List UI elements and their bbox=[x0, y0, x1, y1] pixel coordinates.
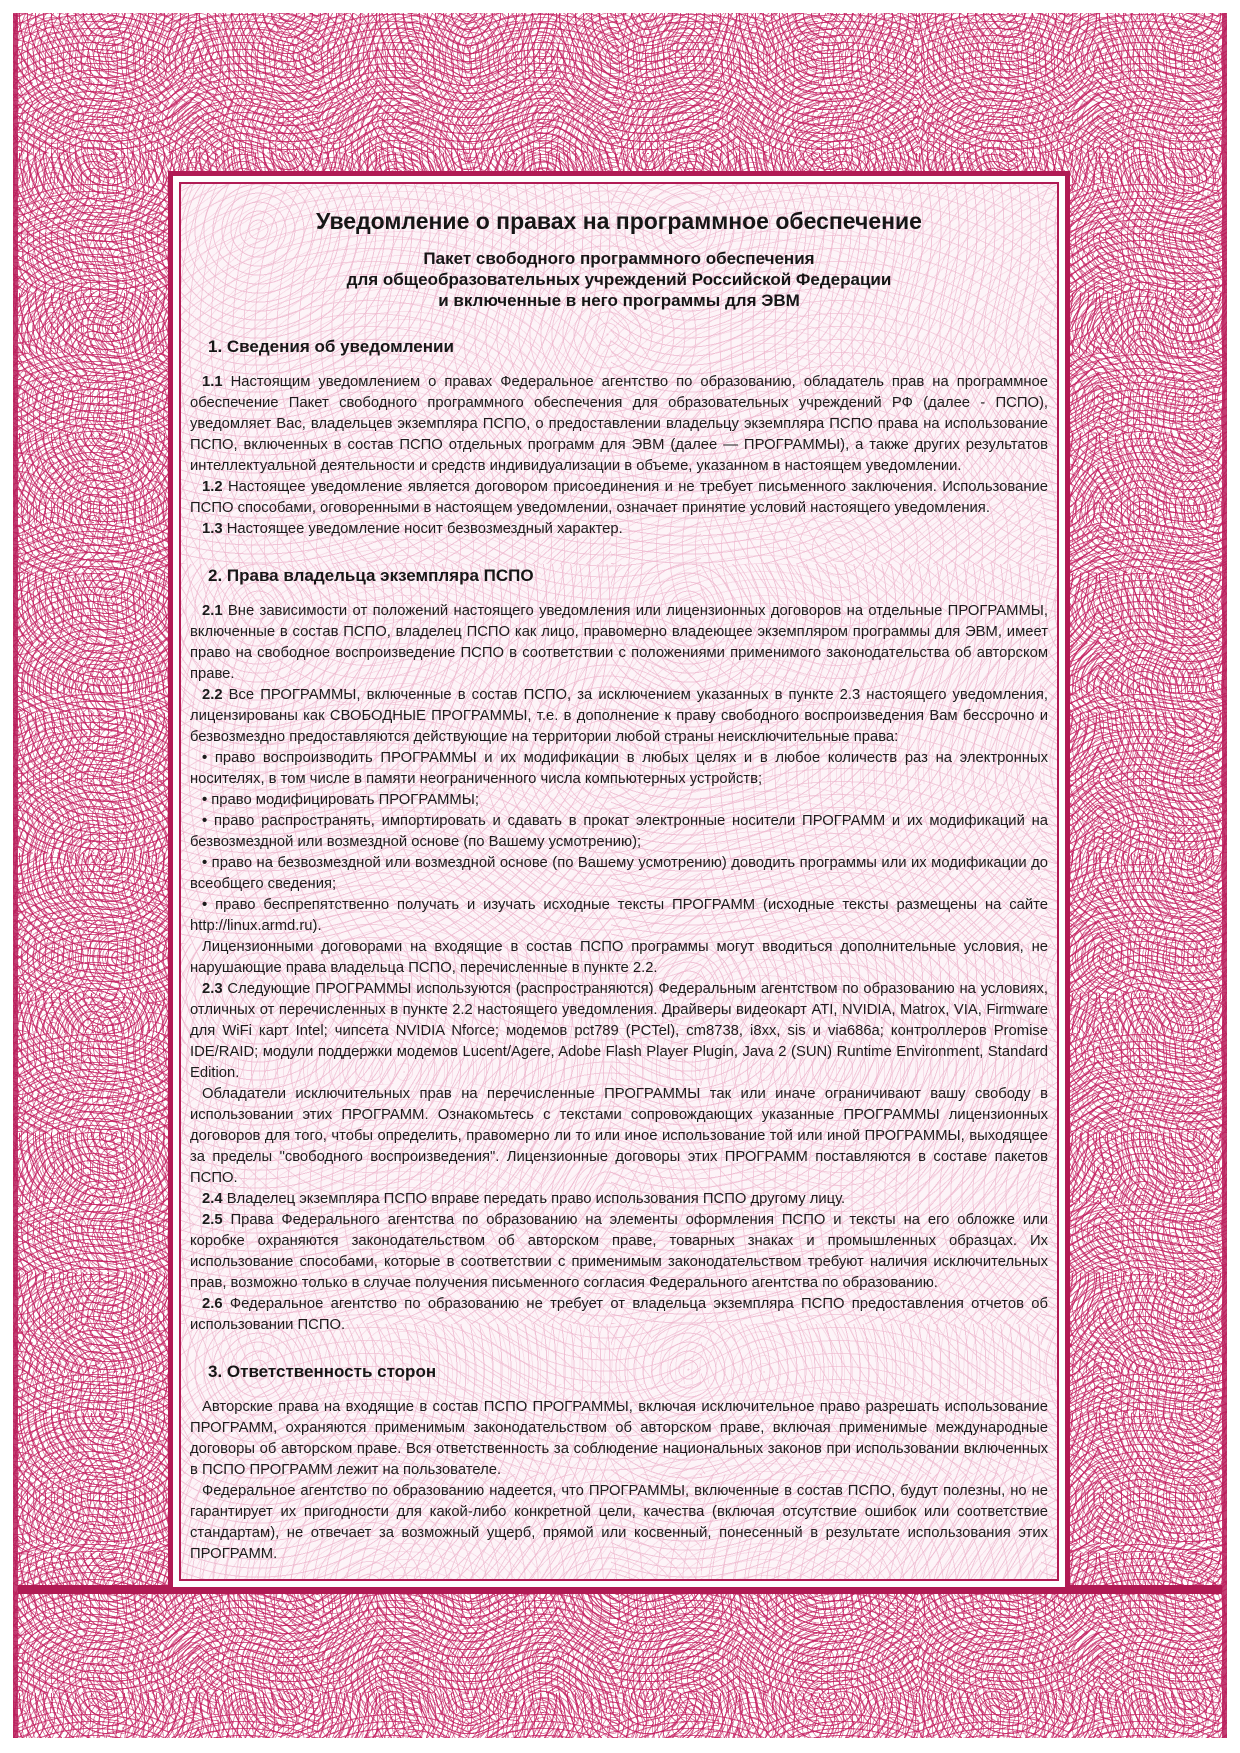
clause-number: 2.4 bbox=[202, 1191, 223, 1207]
clause-text: право модифицировать ПРОГРАММЫ; bbox=[207, 792, 479, 808]
section-heading: 2. Права владельца экземпляра ПСПО bbox=[208, 566, 534, 585]
clause-bullet bbox=[190, 811, 1048, 853]
section-notice-info bbox=[190, 337, 1048, 540]
clause-text: Настоящим уведомлением о правах Федеральное агентство по образованию, обладатель прав на программное обеспечение Пакет свободного программного обеспечения для образовательных учреждений РФ (далее - ПСПО), уведомляет Вас, владельцев экземпляра ПСПО, о предоставлении владельцу экземпляра ПСПО права на использование ПСПО, включенных в состав ПСПО отдельных программ для ЭВМ (далее — ПРОГРАММЫ), а также других результатов интеллектуальной деятельности и средств индивидуализации в объеме, указанном в настоящем уведомлении. bbox=[190, 374, 1048, 474]
subtitle-line: для общеобразовательных учреждений Российской Федерации bbox=[346, 270, 892, 289]
clause-bullet bbox=[190, 748, 1048, 790]
clause-text: Вне зависимости от положений настоящего уведомления или лицензионных договоров на отдельные ПРОГРАММЫ, включенные в состав ПСПО, владелец ПСПО как лицо, правомерно владеющее экземпляром программы для ЭВМ, имеет право на свободное воспроизведение ПСПО в соответствии с положениями применимого законодательства об авторском праве. bbox=[190, 603, 1048, 682]
clause bbox=[190, 601, 1048, 685]
clause-text: Настоящее уведомление является договором присоединения и не требует письменного заключения. Использование ПСПО способами, оговоренными в настоящем уведомлении, означает принятие условий настоящего уведомления. bbox=[190, 479, 1048, 516]
bullet-marker: • bbox=[202, 897, 208, 913]
clause-text: Лицензионными договорами на входящие в состав ПСПО программы могут вводиться дополнительные условия, не нарушающие права владельца ПСПО, перечисленные в пункте 2.2. bbox=[190, 939, 1048, 976]
clause bbox=[190, 1481, 1048, 1565]
section-heading: 3. Ответственность сторон bbox=[208, 1362, 437, 1381]
clause-text: Настоящее уведомление носит безвозмездный характер. bbox=[222, 521, 623, 537]
clause-number: 1.1 bbox=[202, 374, 223, 390]
subtitle-line: и включенные в него программы для ЭВМ bbox=[438, 291, 800, 310]
clause-text: Все ПРОГРАММЫ, включенные в состав ПСПО, за исключением указанных в пункте 2.3 настоящего уведомления, лицензированы как СВОБОДНЫЕ ПРОГРАММЫ, т.е. в дополнение к праву свободного воспроизведения Вам бессрочно и безвозмездно предоставляются действующие на территории любой страны неисключительные права: bbox=[190, 687, 1048, 745]
clause-text: право беспрепятственно получать и изучать исходные тексты ПРОГРАММ (исходные тексты размещены на сайте http://linux.armd.ru). bbox=[190, 897, 1048, 934]
clause-text: право воспроизводить ПРОГРАММЫ и их модификации в любых целях и в любое количеств раз на электронных носителях, в том числе в памяти неограниченного числа компьютерных устройств; bbox=[190, 750, 1048, 787]
clause bbox=[190, 372, 1048, 477]
clause-text: право на безвозмездной или возмездной основе (по Вашему усмотрению) доводить программы или их модификации до всеобщего сведения; bbox=[190, 855, 1048, 892]
section-liability bbox=[190, 1362, 1048, 1565]
document-title: Уведомление о правах на программное обеспечение bbox=[316, 208, 922, 234]
clause-number: 1.2 bbox=[202, 479, 223, 495]
clause bbox=[190, 685, 1048, 748]
clause-number: 2.2 bbox=[202, 687, 223, 703]
clause-bullet bbox=[190, 895, 1048, 937]
subtitle-line: Пакет свободного программного обеспечения bbox=[423, 249, 815, 268]
clause-text: Федеральное агентство по образованию надеется, что ПРОГРАММЫ, включенные в состав ПСПО, будут полезны, но не гарантирует их пригодности для какой-либо конкретной цели, качества (включая отсутствие ошибок или соответствие стандартам), не отвечает за возможный ущерб, прямой или косвенный, понесенный в результате использования этих ПРОГРАММ. bbox=[190, 1483, 1048, 1562]
clause-text: право распространять, импортировать и сдавать в прокат электронные носители ПРОГРАММ и их модификаций на безвозмездной или возмездной основе (по Вашему усмотрению); bbox=[190, 813, 1048, 850]
clause-text: Следующие ПРОГРАММЫ используются (распространяются) Федеральным агентством по образованию на условиях, отличных от перечисленных в пункте 2.2 настоящего уведомления. Драйверы видеокарт ATI, NVIDIA, Matrox, VIA, Firmware для WiFi карт Intel; чипсета NVIDIA Nforce; модемов pct789 (PCTel), cm8738, i8xx, sis и via686a; контроллеров Promise IDE/RAID; модули поддержки модемов Lucent/Agere, Adobe Flash Player Plugin, Java 2 (SUN) Runtime Environment, Standard Edition. bbox=[190, 981, 1048, 1081]
clause bbox=[190, 1397, 1048, 1481]
bullet-marker: • bbox=[202, 792, 208, 808]
clause bbox=[190, 477, 1048, 519]
bullet-marker: • bbox=[202, 813, 208, 829]
clause-number: 2.5 bbox=[202, 1212, 223, 1228]
document-panel bbox=[168, 171, 1070, 1592]
clause-bullet bbox=[190, 853, 1048, 895]
section-owner-rights bbox=[190, 566, 1048, 1336]
clause-bullet bbox=[190, 790, 1048, 811]
section-heading: 1. Сведения об уведомлении bbox=[208, 337, 454, 356]
clause-text: Авторские права на входящие в состав ПСПО ПРОГРАММЫ, включая исключительное право разрешать использование ПРОГРАММ, охраняются применимым законодательством об авторском праве, включая применимые международные договоры об авторском праве. Вся ответственность за соблюдение национальных законов при использовании включенных в ПСПО ПРОГРАММ лежит на пользователе. bbox=[190, 1399, 1048, 1478]
clause-number: 2.3 bbox=[202, 981, 223, 997]
clause-number: 1.3 bbox=[202, 521, 223, 537]
clause-text: Владелец экземпляра ПСПО вправе передать право использования ПСПО другому лицу. bbox=[222, 1191, 846, 1207]
clause bbox=[190, 1084, 1048, 1189]
clause bbox=[190, 519, 1048, 540]
clause bbox=[190, 1294, 1048, 1336]
clause-number: 2.1 bbox=[202, 603, 223, 619]
clause-text: Обладатели исключительных прав на перечисленные ПРОГРАММЫ так или иначе ограничивают вашу свободу в использовании этих ПРОГРАММ. Ознакомьтесь с текстами сопровождающих указанные ПРОГРАММЫ лицензионных договоров для того, чтобы определить, правомерно ли то или иное использование той или иной ПРОГРАММЫ, выходящее за пределы "свободного воспроизведения". Лицензионные договоры этих ПРОГРАММ поставляются в составе пакетов ПСПО. bbox=[190, 1086, 1048, 1186]
bullet-marker: • bbox=[202, 750, 208, 766]
clause-text: Права Федерального агентства по образованию на элементы оформления ПСПО и тексты на его обложке или коробке охраняются законодательством об авторском праве, товарных знаках и промышленных образцах. Их использование способами, которые в соответствии с применимым законодательством требуют наличия исключительных прав, возможно только в случае получения письменного согласия Федерального агентства по образованию. bbox=[190, 1212, 1048, 1291]
clause bbox=[190, 937, 1048, 979]
clause bbox=[190, 979, 1048, 1084]
clause-text: Федеральное агентство по образованию не требует от владельца экземпляра ПСПО предоставления отчетов об использовании ПСПО. bbox=[190, 1296, 1048, 1333]
clause bbox=[190, 1210, 1048, 1294]
clause-number: 2.6 bbox=[202, 1296, 223, 1312]
document-subtitle bbox=[190, 248, 1048, 311]
clause bbox=[190, 1189, 1048, 1210]
bullet-marker: • bbox=[202, 855, 208, 871]
document-content-area bbox=[179, 182, 1059, 1581]
